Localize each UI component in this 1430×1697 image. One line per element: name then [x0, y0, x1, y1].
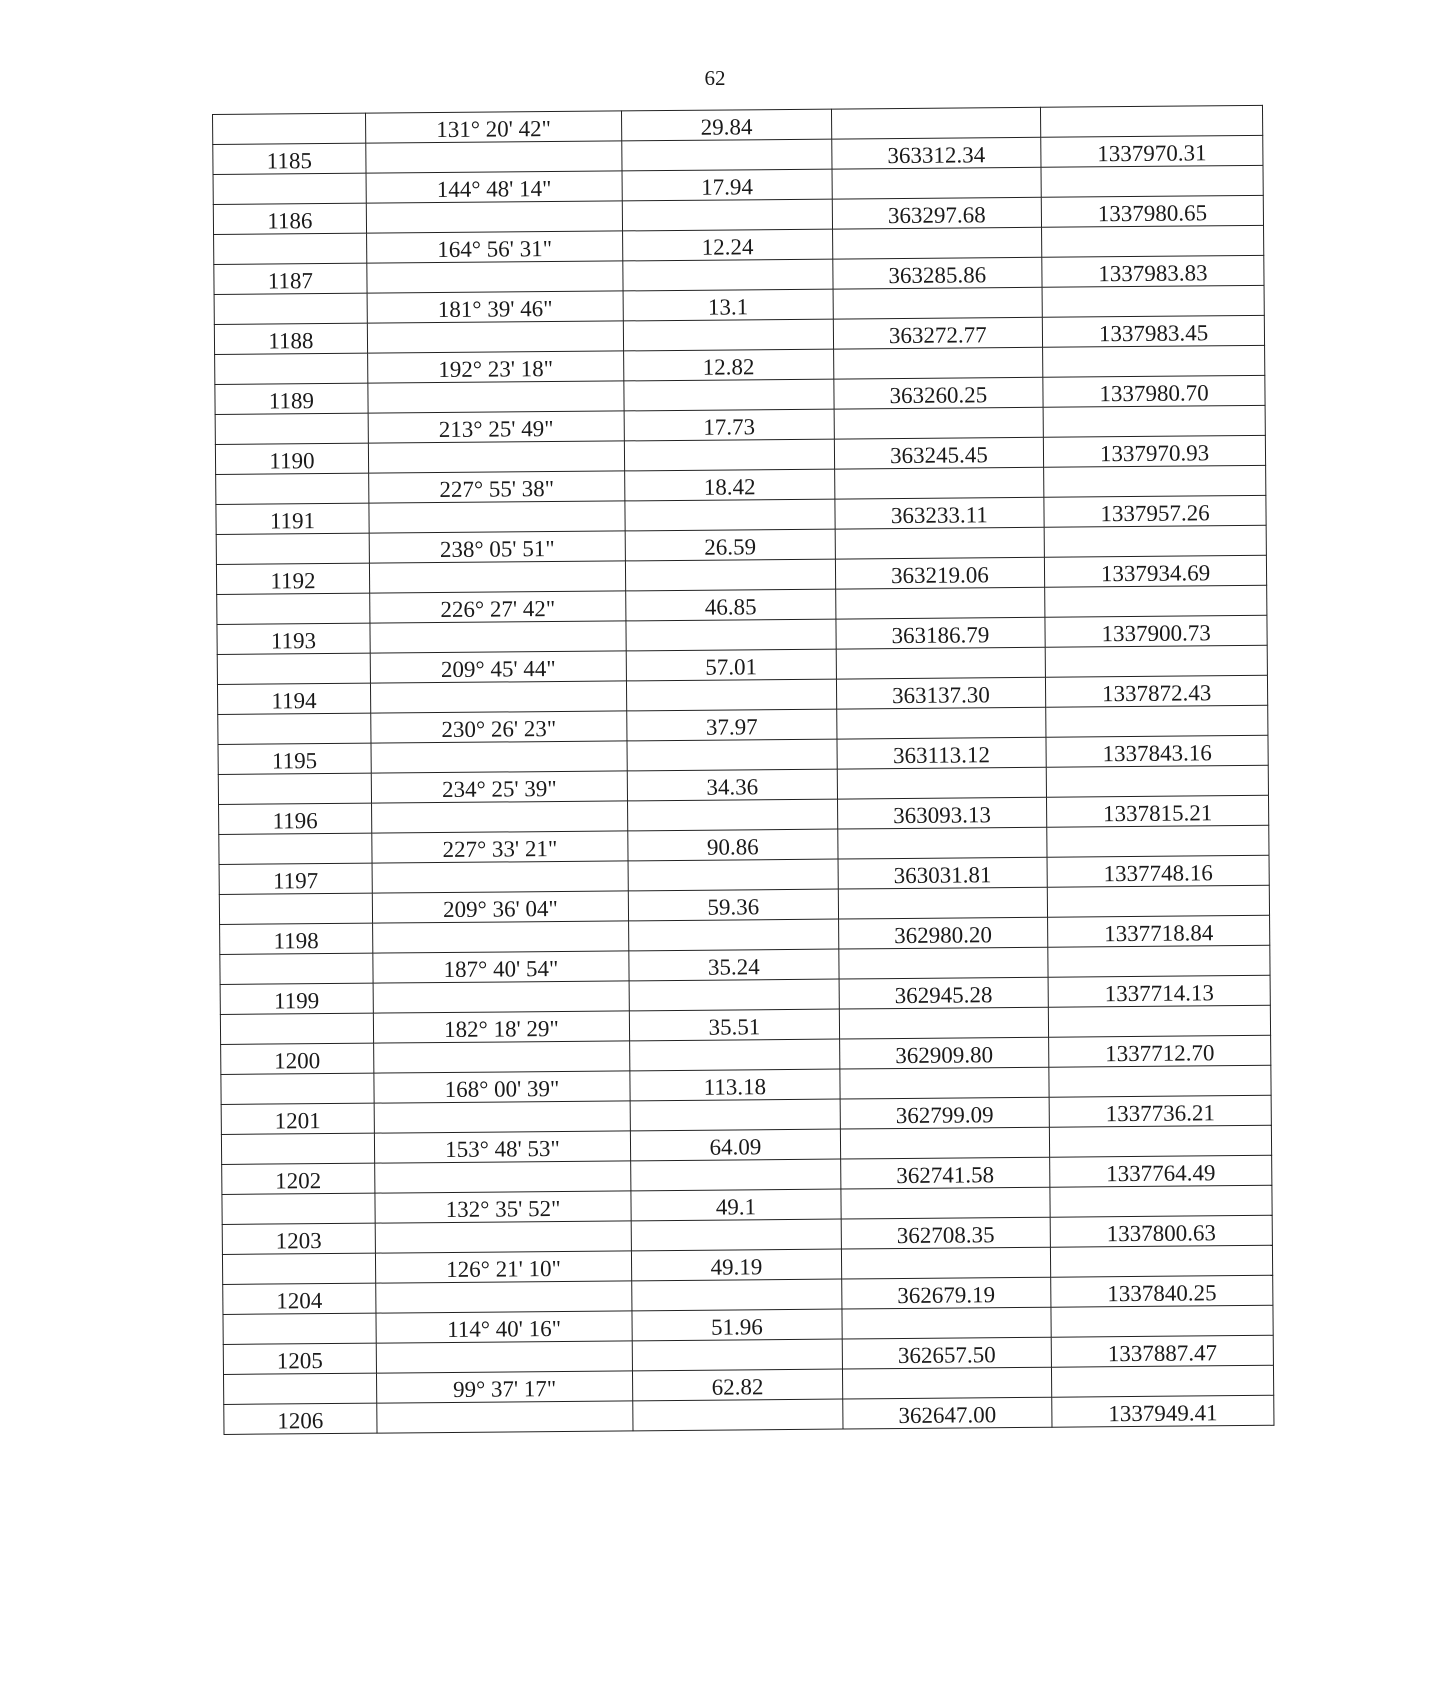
bearing-cell [376, 1341, 633, 1373]
easting-cell: 1337949.41 [1052, 1395, 1274, 1427]
bearing-cell [366, 141, 623, 173]
point-number-cell: 1203 [222, 1223, 375, 1254]
point-number-cell: 1187 [214, 263, 367, 294]
point-number-cell [219, 833, 372, 864]
northing-cell [835, 527, 1045, 559]
northing-cell: 363245.45 [834, 437, 1044, 469]
easting-cell [1049, 1065, 1271, 1097]
easting-cell [1048, 1005, 1270, 1037]
point-number-cell: 1197 [219, 863, 372, 894]
point-number-cell: 1202 [222, 1163, 375, 1194]
distance-cell: 34.36 [627, 769, 837, 801]
distance-cell: 18.42 [625, 469, 835, 501]
point-number-cell [220, 1013, 373, 1044]
point-number-cell: 1188 [214, 323, 367, 354]
easting-cell: 1337718.84 [1048, 915, 1270, 947]
distance-cell [629, 979, 839, 1011]
distance-cell [627, 679, 837, 711]
easting-cell [1048, 945, 1270, 977]
point-number-cell [219, 893, 372, 924]
northing-cell [838, 947, 1048, 979]
northing-cell [837, 767, 1047, 799]
northing-cell: 362799.09 [840, 1097, 1050, 1129]
survey-table [212, 105, 1274, 1435]
bearing-cell: 132° 35' 52" [375, 1191, 632, 1223]
easting-cell: 1337872.43 [1046, 675, 1268, 707]
distance-cell [625, 499, 835, 531]
easting-cell [1041, 165, 1263, 197]
distance-cell [626, 619, 836, 651]
bearing-cell [368, 381, 625, 413]
distance-cell [622, 199, 832, 231]
bearing-cell: 126° 21' 10" [375, 1251, 632, 1283]
easting-cell: 1337748.16 [1047, 855, 1269, 887]
bearing-cell [372, 861, 629, 893]
easting-cell [1046, 705, 1268, 737]
easting-cell [1043, 345, 1265, 377]
bearing-cell: 164° 56' 31" [366, 231, 623, 263]
northing-cell: 363093.13 [837, 797, 1047, 829]
point-number-cell [215, 353, 368, 384]
northing-cell: 363186.79 [836, 617, 1046, 649]
distance-cell [629, 919, 839, 951]
easting-cell [1042, 225, 1264, 257]
northing-cell [834, 467, 1044, 499]
distance-cell: 35.51 [629, 1009, 839, 1041]
distance-cell: 13.1 [623, 289, 833, 321]
northing-cell: 363285.86 [832, 257, 1042, 289]
easting-cell: 1337764.49 [1050, 1155, 1272, 1187]
distance-cell: 12.24 [623, 229, 833, 261]
distance-cell: 57.01 [626, 649, 836, 681]
northing-cell [836, 647, 1046, 679]
bearing-cell [373, 981, 630, 1013]
northing-cell: 363137.30 [836, 677, 1046, 709]
point-number-cell: 1196 [219, 803, 372, 834]
easting-cell: 1337957.26 [1044, 495, 1266, 527]
bearing-cell: 209° 36' 04" [372, 891, 629, 923]
bearing-cell: 99° 37' 17" [376, 1371, 633, 1403]
bearing-cell [374, 1101, 631, 1133]
point-number-cell [222, 1193, 375, 1224]
distance-cell: 49.1 [631, 1189, 841, 1221]
northing-cell [840, 1127, 1050, 1159]
northing-cell: 363233.11 [835, 497, 1045, 529]
survey-table-body [213, 105, 1274, 1434]
distance-cell [625, 439, 835, 471]
bearing-cell: 226° 27' 42" [369, 591, 626, 623]
northing-cell [832, 227, 1042, 259]
point-number-cell [215, 413, 368, 444]
northing-cell [833, 347, 1043, 379]
easting-cell [1041, 105, 1263, 137]
point-number-cell [222, 1253, 375, 1284]
northing-cell [839, 1067, 1049, 1099]
northing-cell: 362909.80 [839, 1037, 1049, 1069]
easting-cell: 1337800.63 [1050, 1215, 1272, 1247]
bearing-cell: 227° 33' 21" [372, 831, 629, 863]
distance-cell: 17.73 [624, 409, 834, 441]
bearing-cell [369, 561, 626, 593]
point-number-cell [214, 233, 367, 264]
northing-cell [838, 887, 1048, 919]
point-number-cell [213, 173, 366, 204]
point-number-cell: 1193 [217, 623, 370, 654]
distance-cell: 35.24 [629, 949, 839, 981]
point-number-cell [213, 113, 366, 144]
northing-cell: 363260.25 [833, 377, 1043, 409]
point-number-cell [218, 773, 371, 804]
northing-cell [842, 1307, 1052, 1339]
northing-cell: 363031.81 [838, 857, 1048, 889]
bearing-cell [371, 741, 628, 773]
point-number-cell: 1191 [216, 503, 369, 534]
distance-cell [624, 379, 834, 411]
bearing-cell: 213° 25' 49" [368, 411, 625, 443]
easting-cell: 1337970.31 [1041, 135, 1263, 167]
northing-cell: 363219.06 [835, 557, 1045, 589]
easting-cell [1051, 1245, 1273, 1277]
distance-cell: 64.09 [631, 1129, 841, 1161]
northing-cell [841, 1187, 1051, 1219]
distance-cell: 26.59 [625, 529, 835, 561]
point-number-cell [217, 593, 370, 624]
bearing-cell: 234° 25' 39" [371, 771, 628, 803]
northing-cell [834, 407, 1044, 439]
bearing-cell [370, 681, 627, 713]
easting-cell [1044, 525, 1266, 557]
bearing-cell [371, 801, 628, 833]
easting-cell [1047, 885, 1269, 917]
northing-cell [839, 1007, 1049, 1039]
distance-cell: 59.36 [628, 889, 838, 921]
northing-cell [842, 1367, 1052, 1399]
distance-cell [633, 1399, 843, 1431]
bearing-cell [366, 201, 623, 233]
northing-cell [831, 107, 1041, 139]
bearing-cell: 114° 40' 16" [376, 1311, 633, 1343]
distance-cell [627, 739, 837, 771]
easting-cell [1050, 1185, 1272, 1217]
northing-cell: 362647.00 [842, 1397, 1052, 1429]
point-number-cell: 1186 [213, 203, 366, 234]
northing-cell [832, 167, 1042, 199]
bearing-cell [376, 1281, 633, 1313]
bearing-cell: 168° 00' 39" [374, 1071, 631, 1103]
point-number-cell [216, 473, 369, 504]
point-number-cell [220, 953, 373, 984]
bearing-cell: 192° 23' 18" [367, 351, 624, 383]
northing-cell [833, 287, 1043, 319]
easting-cell: 1337887.47 [1051, 1335, 1273, 1367]
bearing-cell [368, 441, 625, 473]
bearing-cell [372, 921, 629, 953]
distance-cell [630, 1099, 840, 1131]
distance-cell [632, 1339, 842, 1371]
easting-cell [1047, 825, 1269, 857]
bearing-cell [377, 1401, 634, 1433]
distance-cell [628, 859, 838, 891]
northing-cell: 362708.35 [841, 1217, 1051, 1249]
point-number-cell [223, 1313, 376, 1344]
northing-cell: 363312.34 [831, 137, 1041, 169]
bearing-cell [373, 1041, 630, 1073]
distance-cell [622, 139, 832, 171]
point-number-cell [214, 293, 367, 324]
easting-cell [1043, 405, 1265, 437]
bearing-cell: 144° 48' 14" [366, 171, 623, 203]
point-number-cell: 1201 [221, 1103, 374, 1134]
bearing-cell: 187° 40' 54" [373, 951, 630, 983]
northing-cell [836, 707, 1046, 739]
point-number-cell: 1198 [220, 923, 373, 954]
bearing-cell: 238° 05' 51" [369, 531, 626, 563]
distance-cell [630, 1039, 840, 1071]
point-number-cell: 1185 [213, 143, 366, 174]
bearing-cell [367, 261, 624, 293]
bearing-cell [374, 1161, 631, 1193]
distance-cell: 29.84 [622, 109, 832, 141]
distance-cell: 49.19 [632, 1249, 842, 1281]
distance-cell: 17.94 [622, 169, 832, 201]
northing-cell: 362980.20 [838, 917, 1048, 949]
distance-cell [632, 1279, 842, 1311]
point-number-cell: 1195 [218, 743, 371, 774]
bearing-cell: 227° 55' 38" [368, 471, 625, 503]
easting-cell [1046, 765, 1268, 797]
northing-cell: 363113.12 [837, 737, 1047, 769]
distance-cell [628, 799, 838, 831]
easting-cell: 1337983.83 [1042, 255, 1264, 287]
easting-cell [1050, 1125, 1272, 1157]
easting-cell: 1337843.16 [1046, 735, 1268, 767]
easting-cell: 1337714.13 [1048, 975, 1270, 1007]
easting-cell: 1337840.25 [1051, 1275, 1273, 1307]
easting-cell [1051, 1305, 1273, 1337]
northing-cell: 362945.28 [839, 977, 1049, 1009]
bearing-cell [370, 621, 627, 653]
point-number-cell: 1206 [224, 1403, 377, 1434]
point-number-cell: 1200 [221, 1043, 374, 1074]
point-number-cell [223, 1373, 376, 1404]
easting-cell: 1337736.21 [1049, 1095, 1271, 1127]
easting-cell: 1337712.70 [1049, 1035, 1271, 1067]
bearing-cell: 230° 26' 23" [371, 711, 628, 743]
northing-cell [841, 1247, 1051, 1279]
distance-cell: 37.97 [627, 709, 837, 741]
distance-cell: 62.82 [633, 1369, 843, 1401]
distance-cell: 12.82 [624, 349, 834, 381]
distance-cell [623, 259, 833, 291]
northing-cell: 363272.77 [833, 317, 1043, 349]
point-number-cell: 1190 [215, 443, 368, 474]
distance-cell [631, 1159, 841, 1191]
point-number-cell: 1204 [223, 1283, 376, 1314]
point-number-cell [221, 1133, 374, 1164]
point-number-cell [218, 713, 371, 744]
survey-table-container [212, 105, 1274, 1435]
distance-cell [626, 559, 836, 591]
bearing-cell [369, 501, 626, 533]
distance-cell [623, 319, 833, 351]
point-number-cell [216, 533, 369, 564]
easting-cell [1042, 285, 1264, 317]
northing-cell: 362741.58 [840, 1157, 1050, 1189]
bearing-cell: 209° 45' 44" [370, 651, 627, 683]
northing-cell: 362679.19 [841, 1277, 1051, 1309]
distance-cell: 51.96 [632, 1309, 842, 1341]
point-number-cell: 1189 [215, 383, 368, 414]
point-number-cell [221, 1073, 374, 1104]
easting-cell: 1337934.69 [1045, 555, 1267, 587]
distance-cell: 46.85 [626, 589, 836, 621]
easting-cell [1044, 465, 1266, 497]
northing-cell: 362657.50 [842, 1337, 1052, 1369]
easting-cell: 1337980.65 [1041, 195, 1263, 227]
northing-cell: 363297.68 [832, 197, 1042, 229]
northing-cell [835, 587, 1045, 619]
easting-cell: 1337900.73 [1045, 615, 1267, 647]
northing-cell [837, 827, 1047, 859]
bearing-cell: 153° 48' 53" [374, 1131, 631, 1163]
bearing-cell [367, 321, 624, 353]
distance-cell: 90.86 [628, 829, 838, 861]
bearing-cell: 131° 20' 42" [365, 111, 622, 143]
page-number: 62 [704, 66, 726, 90]
point-number-cell: 1205 [223, 1343, 376, 1374]
easting-cell: 1337980.70 [1043, 375, 1265, 407]
point-number-cell [217, 653, 370, 684]
point-number-cell: 1192 [216, 563, 369, 594]
distance-cell: 113.18 [630, 1069, 840, 1101]
easting-cell: 1337970.93 [1043, 435, 1265, 467]
point-number-cell: 1199 [220, 983, 373, 1014]
easting-cell: 1337983.45 [1042, 315, 1264, 347]
easting-cell [1052, 1365, 1274, 1397]
easting-cell [1045, 585, 1267, 617]
bearing-cell: 182° 18' 29" [373, 1011, 630, 1043]
distance-cell [631, 1219, 841, 1251]
point-number-cell: 1194 [217, 683, 370, 714]
bearing-cell [375, 1221, 632, 1253]
easting-cell: 1337815.21 [1047, 795, 1269, 827]
easting-cell [1045, 645, 1267, 677]
bearing-cell: 181° 39' 46" [367, 291, 624, 323]
